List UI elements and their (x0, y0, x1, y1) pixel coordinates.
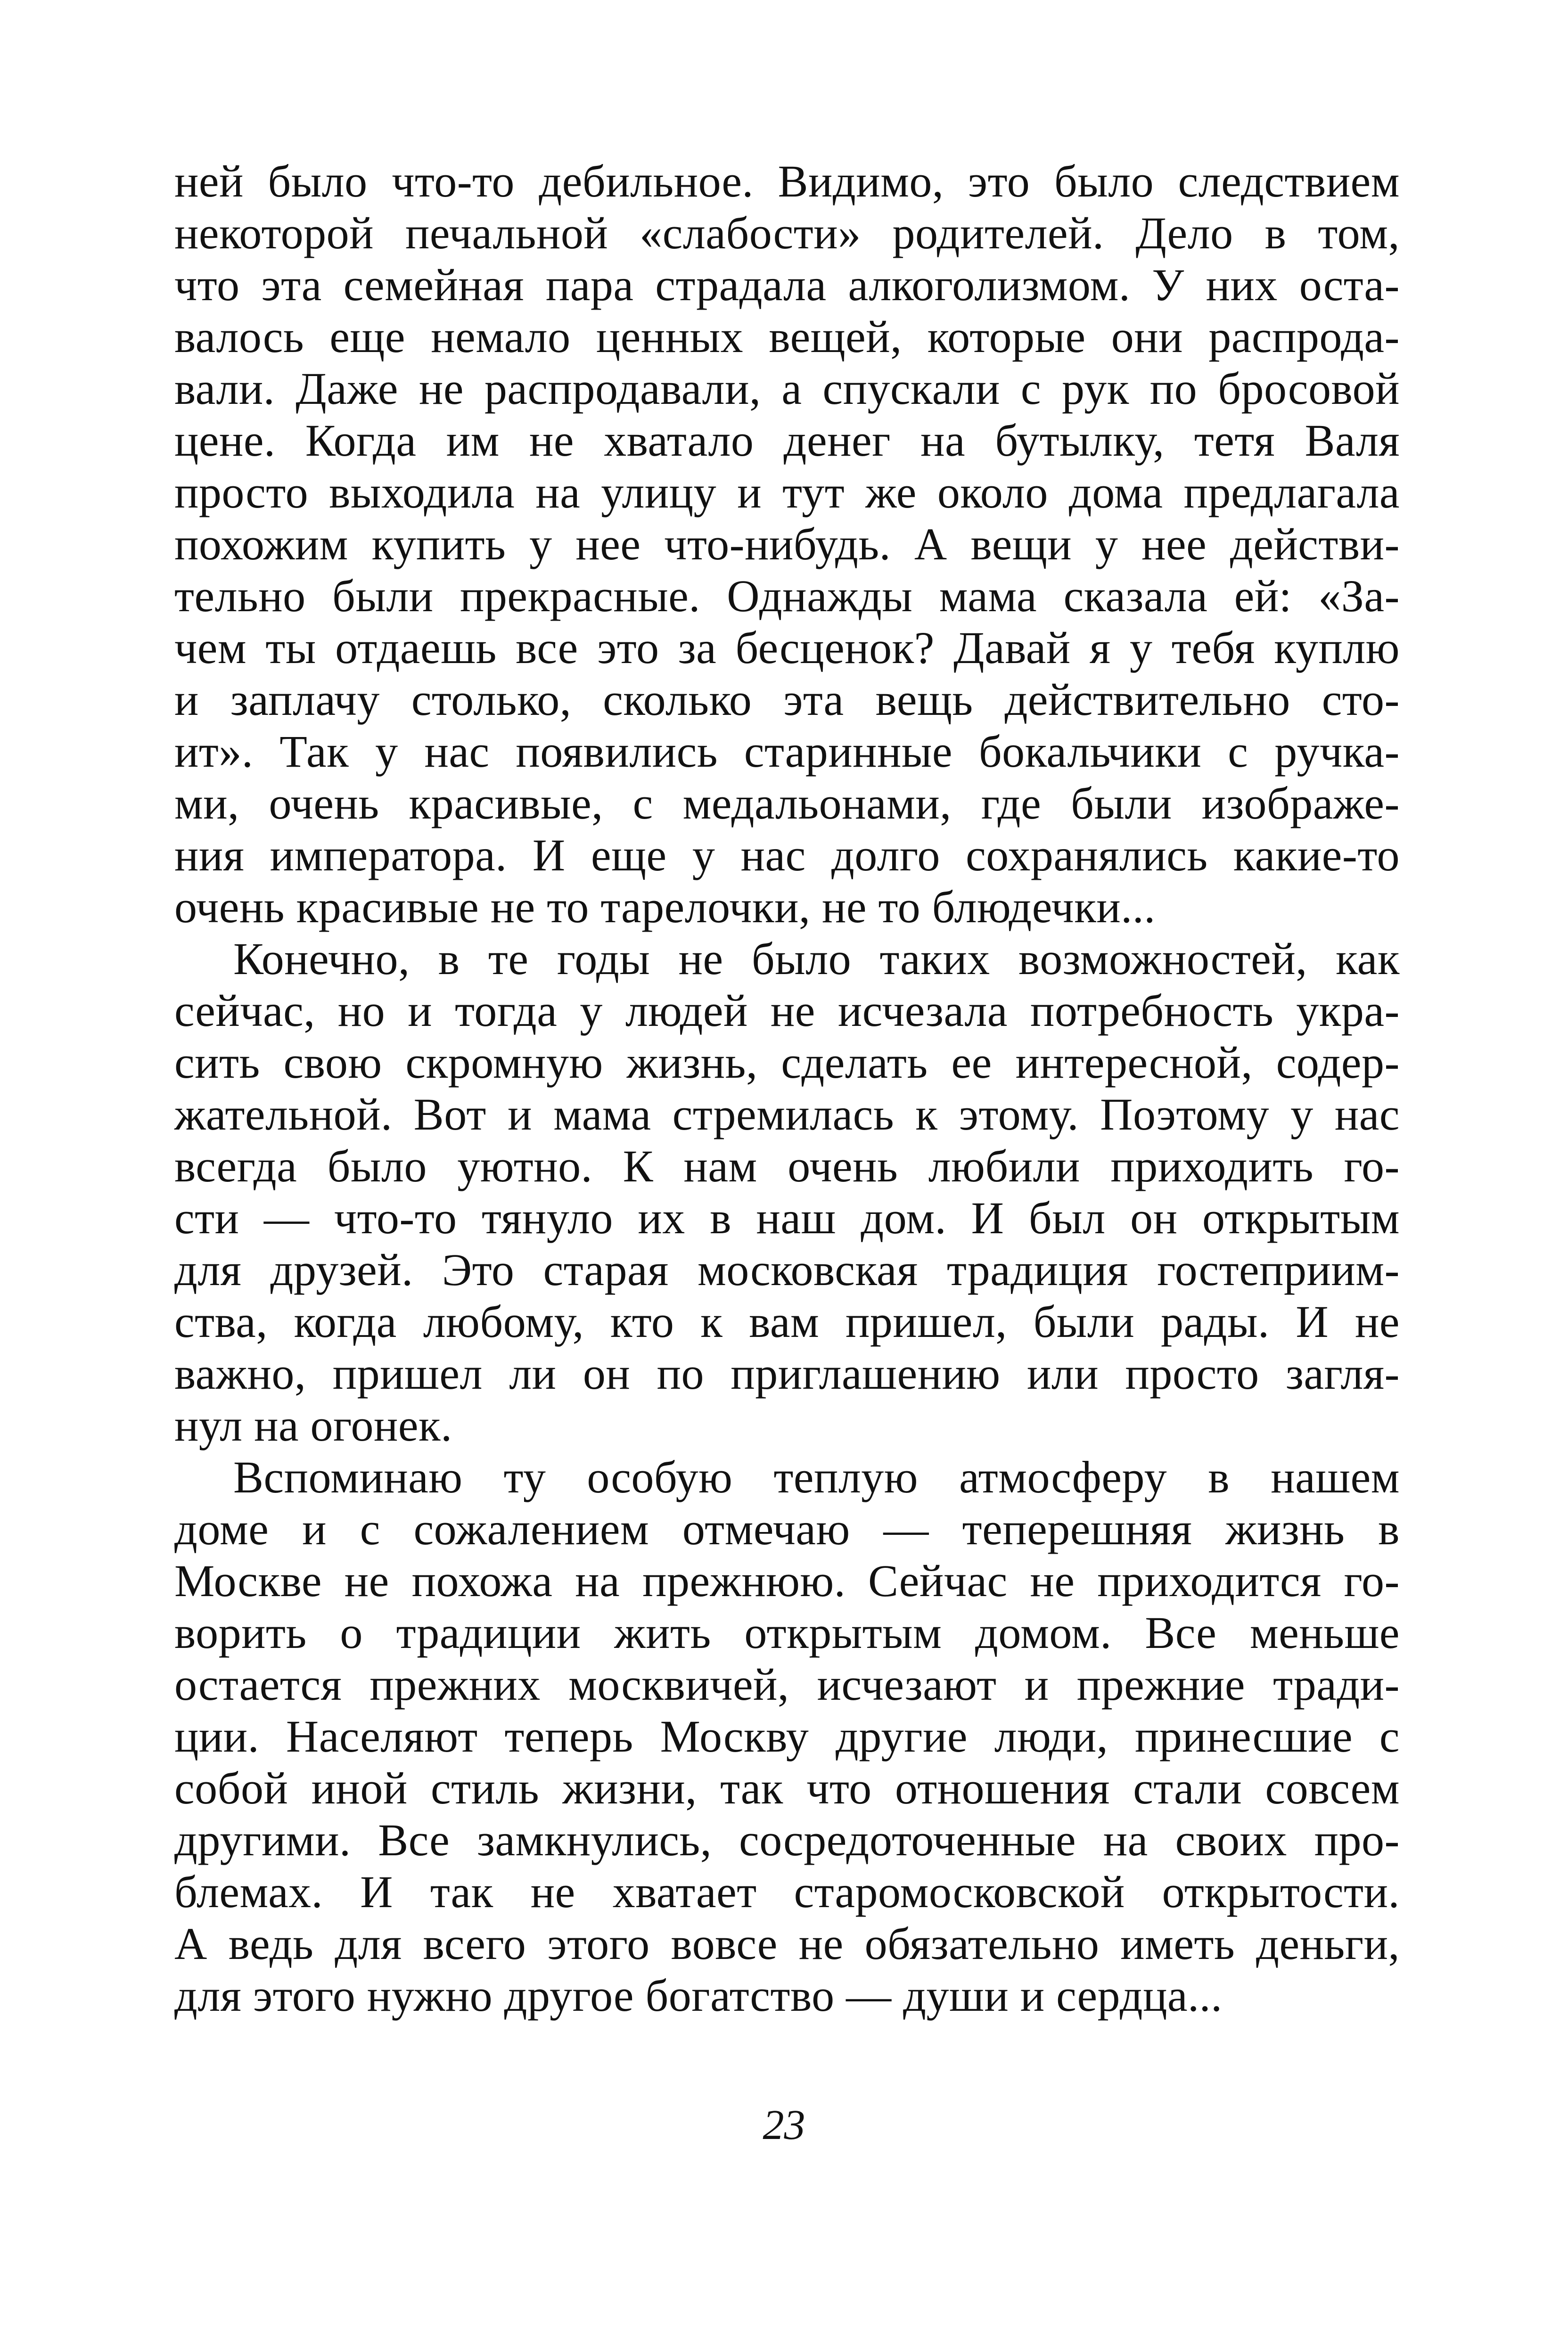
text-line: для друзей. Это старая московская традиция гостеприим- (174, 1245, 1400, 1295)
text-line: нул на огонек. (174, 1400, 452, 1450)
text-line: ит». Так у нас появились старинные бокальчики с ручка- (174, 726, 1400, 777)
text-line: собой иной стиль жизни, так что отношения стали совсем (174, 1763, 1400, 1813)
text-line: ства, когда любому, кто к вам пришел, были рады. И не (174, 1296, 1400, 1347)
text-line: для этого нужно другое богатство — души и сердца... (174, 1970, 1223, 2021)
text-line: сти — что-то тянуло их в наш дом. И был он открытым (174, 1193, 1400, 1243)
text-line: ния императора. И еще у нас долго сохранялись какие-то (174, 830, 1400, 880)
text-line: ции. Населяют теперь Москву другие люди, принесшие с (174, 1711, 1400, 1762)
text-line: всегда было уютно. К нам очень любили приходить го- (174, 1141, 1400, 1191)
text-line: остается прежних москвичей, исчезают и прежние тради- (174, 1659, 1400, 1710)
text-line: чем ты отдаешь все это за бесценок? Давай я у тебя куплю (174, 623, 1400, 673)
text-line: другими. Все замкнулись, сосредоточенные на своих про- (174, 1815, 1400, 1865)
page-body (174, 156, 1400, 2022)
text-line: ней было что-то дебильное. Видимо, это было следствием (174, 156, 1400, 206)
text-line: жательной. Вот и мама стремилась к этому. Поэтому у нас (174, 1089, 1400, 1139)
text-line: цене. Когда им не хватало денег на бутылку, тетя Валя (174, 415, 1400, 466)
text-line: ворить о традиции жить открытым домом. Все меньше (174, 1607, 1400, 1658)
text-line: А ведь для всего этого вовсе не обязательно иметь деньги, (174, 1918, 1400, 1969)
text-line: валось еще немало ценных вещей, которые они распрода- (174, 311, 1400, 362)
text-block (174, 156, 1400, 2022)
text-line: сейчас, но и тогда у людей не исчезала потребность укра- (174, 985, 1400, 1036)
text-line: сить свою скромную жизнь, сделать ее интересной, содер- (174, 1037, 1400, 1088)
text-line: что эта семейная пара страдала алкоголизмом. У них оста- (174, 260, 1400, 310)
text-line: тельно были прекрасные. Однажды мама сказала ей: «За- (174, 571, 1400, 621)
text-line: просто выходила на улицу и тут же около дома предлагала (174, 467, 1400, 517)
text-line: похожим купить у нее что-нибудь. А вещи у нее действи- (174, 519, 1400, 569)
text-line: и заплачу столько, сколько эта вещь действительно сто- (174, 674, 1400, 725)
text-line: Москве не похожа на прежнюю. Сейчас не приходится го- (174, 1556, 1400, 1606)
text-line: Конечно, в те годы не было таких возможностей, как (233, 934, 1400, 984)
text-line: блемах. И так не хватает старомосковской открытости. (174, 1867, 1400, 1917)
text-line: очень красивые не то тарелочки, не то блюдечки... (174, 882, 1156, 932)
text-line: доме и с сожалением отмечаю — теперешняя жизнь в (174, 1504, 1400, 1554)
text-line: ми, очень красивые, с медальонами, где были изображе- (174, 778, 1400, 828)
text-line: некоторой печальной «слабости» родителей. Дело в том, (174, 208, 1400, 258)
text-line: Вспоминаю ту особую теплую атмосферу в нашем (233, 1452, 1400, 1502)
text-line: важно, пришел ли он по приглашению или просто загля- (174, 1348, 1400, 1399)
text-line: вали. Даже не распродавали, а спускали с рук по бросовой (174, 363, 1400, 414)
page-number: 23 (763, 2102, 805, 2148)
